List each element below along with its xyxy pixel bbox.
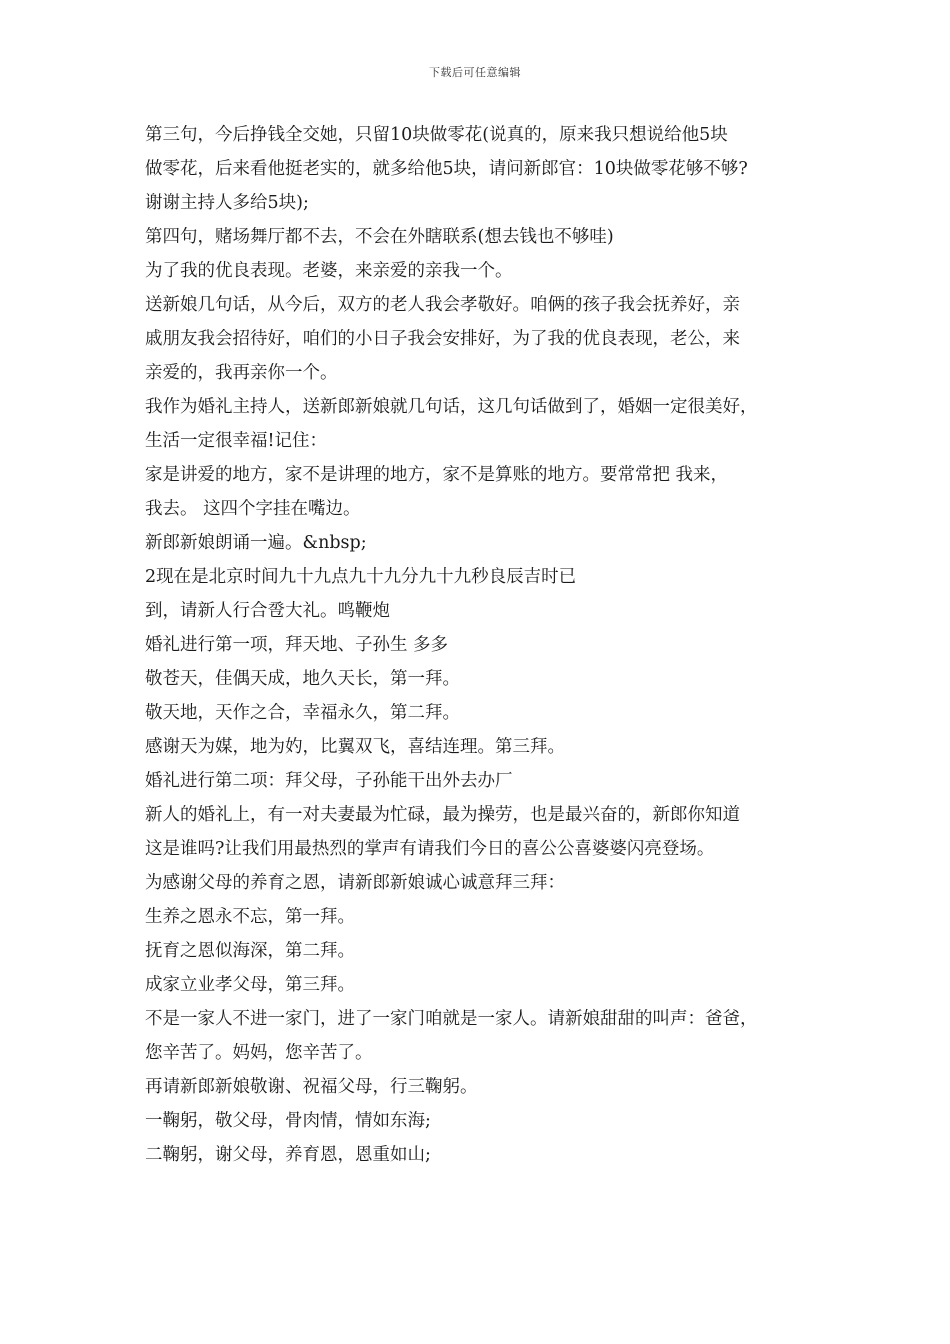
text-line: 成家立业孝父母，第三拜。 xyxy=(145,975,355,995)
text-line: 新人的婚礼上，有一对夫妻最为忙碌，最为操劳，也是最兴奋的，新郎你知道 xyxy=(145,805,740,825)
text-line: 2现在是北京时间九十九点九十九分九十九秒良辰吉时已 xyxy=(145,567,577,587)
text-line: 婚礼进行第一项，拜天地、子孙生 多多 xyxy=(145,635,449,655)
text-line: 谢谢主持人多给5块); xyxy=(145,193,309,213)
text-line: 家是讲爱的地方，家不是讲理的地方，家不是算账的地方。要常常把 我来， xyxy=(145,465,729,485)
text-line: 二鞠躬，谢父母，养育恩，恩重如山; xyxy=(145,1145,431,1165)
text-line: 戚朋友我会招待好，咱们的小日子我会安排好，为了我的优良表现，老公，来 xyxy=(145,329,740,349)
text-line: 我作为婚礼主持人，送新郎新娘就几句话，这几句话做到了，婚姻一定很美好， xyxy=(145,397,758,417)
text-line: 到，请新人行合卺大礼。鸣鞭炮 xyxy=(145,601,390,621)
text-line: 这是谁吗?让我们用最热烈的掌声有请我们今日的喜公公喜婆婆闪亮登场。 xyxy=(145,839,715,859)
text-line: 亲爱的，我再亲你一个。 xyxy=(145,363,338,383)
text-line: 送新娘几句话，从今后，双方的老人我会孝敬好。咱俩的孩子我会抚养好，亲 xyxy=(145,295,740,315)
text-line: 我去。 这四个字挂在嘴边。 xyxy=(145,499,361,519)
page-header: 下载后可任意编辑 xyxy=(429,66,521,79)
text-line: 做零花，后来看他挺老实的，就多给他5块，请问新郎官：10块做零花够不够? xyxy=(145,159,748,179)
text-line: 感谢天为媒，地为妁，比翼双飞，喜结连理。第三拜。 xyxy=(145,737,565,757)
text-line: 生养之恩永不忘，第一拜。 xyxy=(145,907,355,927)
text-line: 为了我的优良表现。老婆，来亲爱的亲我一个。 xyxy=(145,261,513,281)
text-line: 第三句，今后挣钱全交她，只留10块做零花(说真的，原来我只想说给他5块 xyxy=(145,125,728,145)
text-line: 再请新郎新娘敬谢、祝福父母，行三鞠躬。 xyxy=(145,1077,478,1097)
text-line: 您辛苦了。妈妈，您辛苦了。 xyxy=(145,1043,373,1063)
text-line: 新郎新娘朗诵一遍。&nbsp; xyxy=(145,533,367,553)
text-line: 抚育之恩似海深，第二拜。 xyxy=(145,941,355,961)
document-body xyxy=(145,118,825,1172)
text-line: 第四句，赌场舞厅都不去，不会在外瞎联系(想去钱也不够哇) xyxy=(145,227,614,247)
text-line: 婚礼进行第二项：拜父母，子孙能干出外去办厂 xyxy=(145,771,513,791)
text-line: 一鞠躬，敬父母，骨肉情，情如东海; xyxy=(145,1111,431,1131)
text-line: 生活一定很幸福!记住： xyxy=(145,431,328,451)
text-line: 不是一家人不进一家门，进了一家门咱就是一家人。请新娘甜甜的叫声：爸爸， xyxy=(145,1009,758,1029)
text-line: 敬苍天，佳偶天成，地久天长，第一拜。 xyxy=(145,669,460,689)
text-line: 敬天地，天作之合，幸福永久，第二拜。 xyxy=(145,703,460,723)
text-line: 为感谢父母的养育之恩，请新郎新娘诚心诚意拜三拜： xyxy=(145,873,565,893)
